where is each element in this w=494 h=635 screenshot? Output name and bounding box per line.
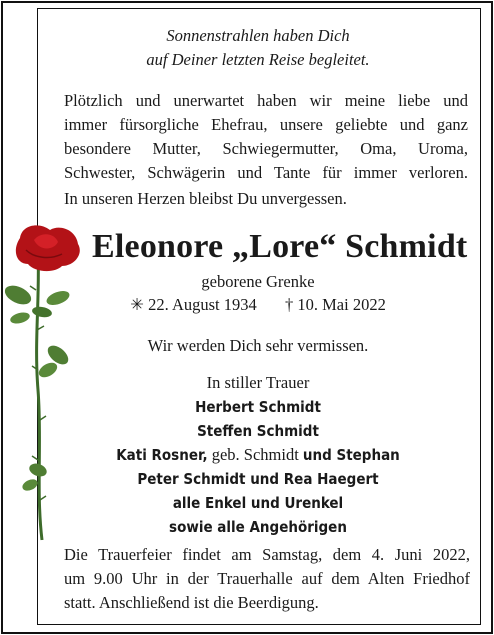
remembrance-text: In unseren Herzen bleibst Du unvergessen.: [64, 189, 347, 208]
life-dates: [40, 293, 476, 317]
deceased-name: Eleonore „Lore“ Schmidt: [92, 228, 468, 265]
mourner-angehoerige: sowie alle Angehörigen: [169, 518, 347, 536]
mourner-kati: [40, 443, 476, 467]
mourners-block: [40, 371, 476, 539]
intro-line-2: auf Deiner letzten Reise begleitet.: [146, 50, 370, 69]
message-line-4: Schwester, Schwägerin und Tante für immer verloren.: [64, 163, 468, 182]
funeral-line-3: statt. Anschließend ist die Beerdigung.: [64, 593, 319, 612]
kati-name: Kati Rosner,: [116, 446, 208, 464]
message-line-1: Plötzlich und unerwartet haben wir meine liebe und: [64, 91, 468, 110]
miss-line: Wir werden Dich sehr vermissen.: [147, 336, 369, 355]
mourners-intro: In stiller Trauer: [206, 373, 310, 392]
kati-maiden-name: geb. Schmidt: [207, 445, 303, 464]
kati-partner: und Stephan: [302, 446, 400, 464]
intro-verse: [40, 24, 476, 72]
mourner-peter: Peter Schmidt und Rea Haegert: [137, 470, 379, 488]
death-cross-icon: †: [285, 295, 294, 314]
funeral-line-1: Die Trauerfeier findet am Samstag, dem 4. Juni 2022,: [64, 545, 470, 564]
birth-star-icon: ✳: [130, 295, 144, 314]
mourner-herbert: Herbert Schmidt: [195, 398, 321, 416]
funeral-info: [64, 543, 470, 615]
message-line-3: besondere Mutter, Schwiegermutter, Oma, Uroma,: [64, 139, 468, 158]
birth-name: geborene Grenke: [201, 272, 315, 291]
message-paragraph: [64, 89, 468, 185]
funeral-line-2: um 9.00 Uhr in der Trauerhalle auf dem Alten Friedhof: [64, 569, 470, 588]
mourner-enkel: alle Enkel und Urenkel: [172, 494, 344, 512]
remembrance-line: [64, 187, 468, 211]
mourner-steffen: Steffen Schmidt: [197, 422, 319, 440]
birth-date: 22. August 1934: [148, 295, 257, 314]
intro-line-1: Sonnenstrahlen haben Dich: [166, 26, 350, 45]
death-date: 10. Mai 2022: [297, 295, 386, 314]
message-line-2: immer fürsorgliche Ehefrau, unsere geliebte und ganz: [64, 115, 468, 134]
